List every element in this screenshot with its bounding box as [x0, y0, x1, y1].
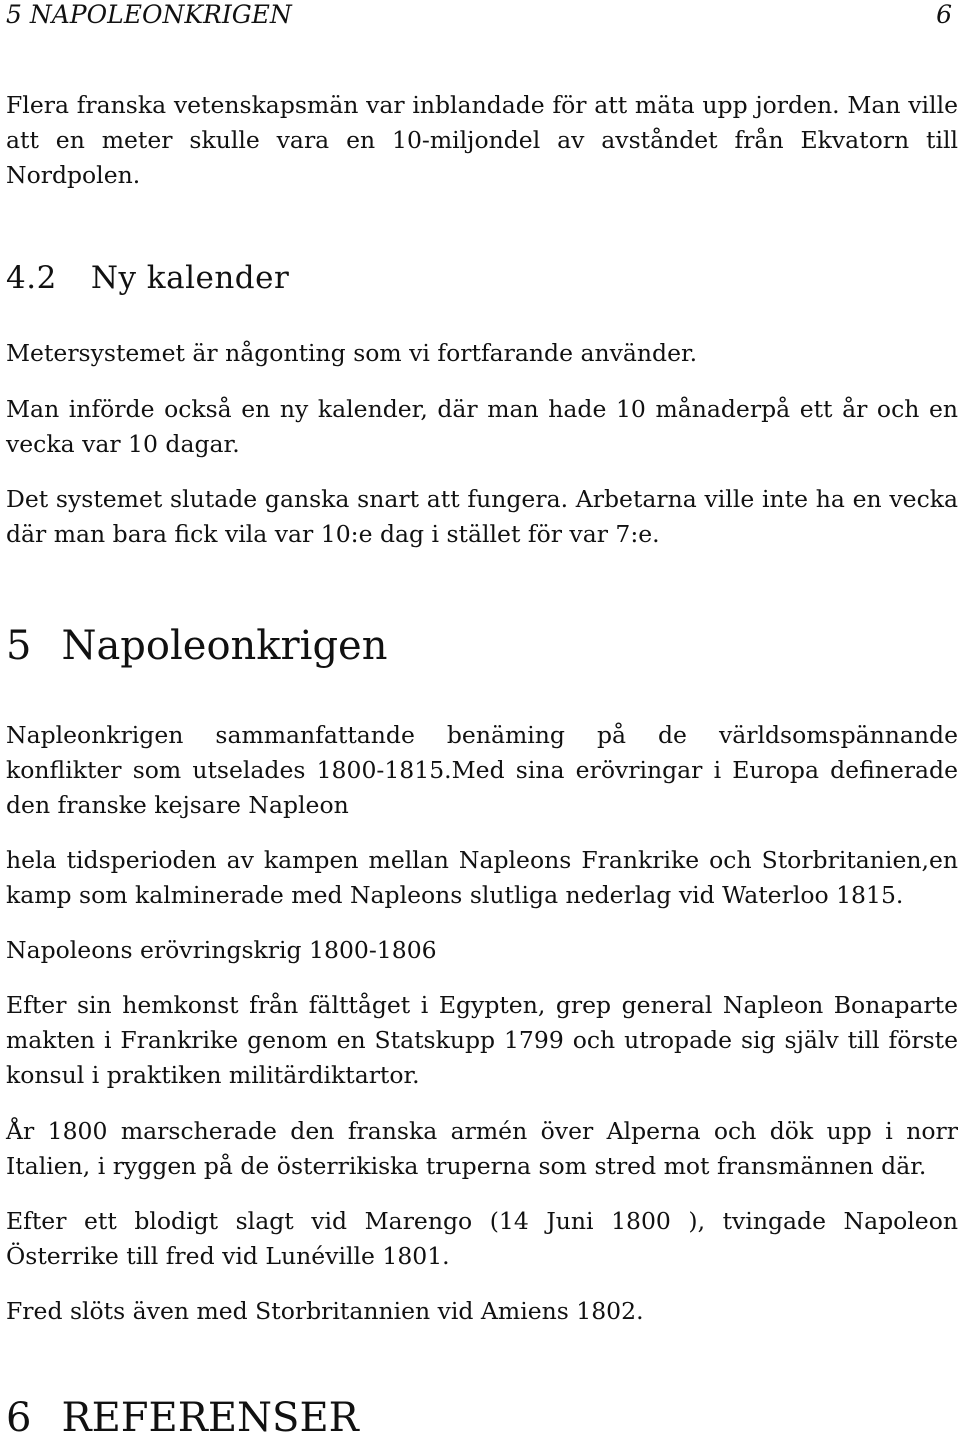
paragraph-amiens: Fred slöts även med Storbritannien vid Amiens 1802. — [6, 1297, 644, 1325]
intro-paragraph: Flera franska vetenskapsmän var inblandade för att mäta upp jorden. Man ville att en meter skulle vara en 10-miljondel av avståndet från Ekvatorn till Nordpolen. — [6, 91, 958, 189]
section-6-number: 6 — [6, 1395, 32, 1441]
paragraph-alperna: År 1800 marscherade den franska armén över Alperna och dök upp i norr Italien, i ryggen på de österrikiska truperna som stred mot fransmännen där. — [6, 1117, 958, 1180]
section-4-2-heading — [6, 258, 289, 298]
paragraph-erovringskrig: Napoleons erövringskrig 1800-1806 — [6, 936, 437, 964]
section-6-heading — [6, 1394, 359, 1442]
section-4-2-title: Ny kalender — [90, 260, 290, 296]
section-5-heading — [6, 622, 388, 670]
running-header-title: 5 NAPOLEONKRIGEN — [6, 0, 292, 29]
section-6-title: REFERENSER — [61, 1395, 359, 1441]
section-4-2-number: 4.2 — [6, 260, 57, 296]
page-number: 6 — [936, 0, 952, 29]
section-5-title: Napoleonkrigen — [61, 623, 388, 669]
paragraph-systemet: Det systemet slutade ganska snart att fungera. Arbetarna ville inte ha en vecka där man bara fick vila var 10:e dag i stället för var 7:e. — [6, 485, 958, 548]
document-page — [6, 0, 958, 1442]
paragraph-metersystem: Metersystemet är någonting som vi fortfarande använder. — [6, 339, 698, 367]
paragraph-tidsperioden: hela tidsperioden av kampen mellan Napleons Frankrike och Storbritanien,en kamp som kalminerade med Napleons slutliga nederlag vid Waterloo 1815. — [6, 846, 958, 909]
paragraph-napleonkrigen: Napleonkrigen sammanfattande benäming på de världsomspännande konflikter som utselades 1800-1815.Med sina erövringar i Europa definerade den franske kejsare Napleon — [6, 721, 958, 819]
paragraph-kalender: Man införde också en ny kalender, där man hade 10 månaderpå ett år och en vecka var 10 dagar. — [6, 395, 958, 458]
running-header — [6, 0, 958, 30]
section-5-number: 5 — [6, 623, 32, 669]
paragraph-marengo: Efter ett blodigt slagt vid Marengo (14 Juni 1800 ), tvingade Napoleon Österrike till fred vid Lunéville 1801. — [6, 1207, 958, 1270]
paragraph-egypten: Efter sin hemkonst från fälttåget i Egypten, grep general Napleon Bonaparte makten i Frankrike genom en Statskupp 1799 och utropade sig själv till förste konsul i praktiken militärdiktartor. — [6, 991, 958, 1089]
